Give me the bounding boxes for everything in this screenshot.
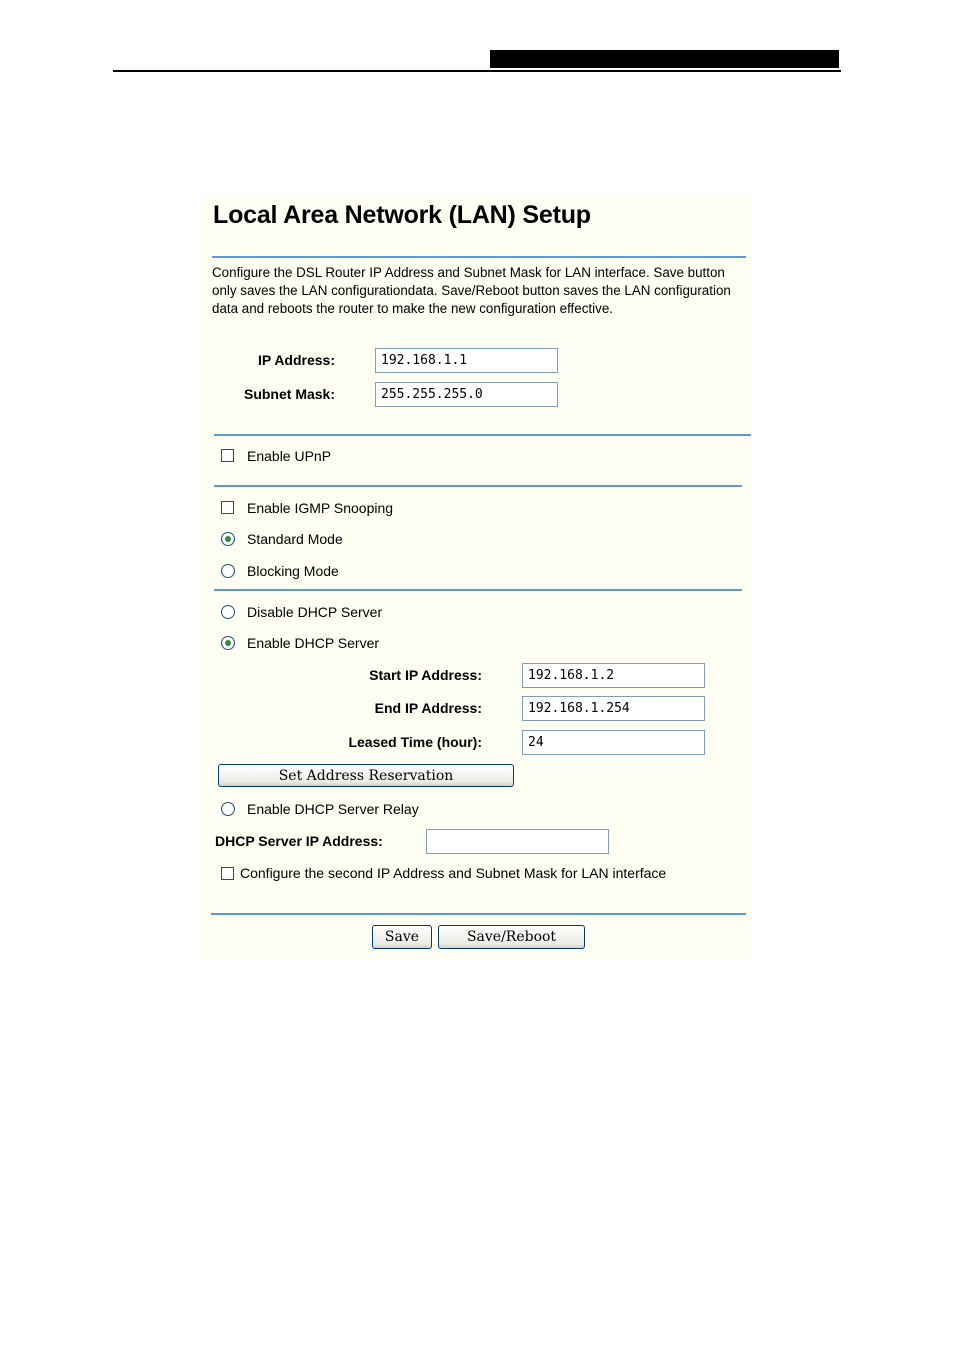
enable-upnp-label: Enable UPnP	[247, 448, 332, 464]
section-separator	[214, 434, 751, 436]
enable-dhcp-relay-radio[interactable]	[221, 802, 235, 816]
standard-mode-radio[interactable]	[221, 532, 235, 546]
footer-separator	[211, 913, 746, 915]
second-ip-label: Configure the second IP Address and Subnet Mask for LAN interface	[240, 865, 667, 881]
section-separator	[214, 485, 742, 487]
title-separator	[212, 256, 746, 258]
page-title: Local Area Network (LAN) Setup	[213, 201, 591, 229]
second-ip-checkbox[interactable]	[221, 867, 234, 880]
dhcp-server-ip-input[interactable]	[426, 829, 609, 854]
blocking-mode-radio[interactable]	[221, 564, 235, 578]
dhcp-server-ip-label: DHCP Server IP Address:	[215, 833, 383, 849]
save-reboot-button[interactable]: Save/Reboot	[438, 925, 585, 949]
subnet-mask-label: Subnet Mask:	[243, 386, 335, 402]
page-description: Configure the DSL Router IP Address and Subnet Mask for LAN interface. Save button only saves the LAN configurationdata. Save/Reboot button saves the LAN configuration data and reboots the router to make the new configuration effective.	[212, 265, 731, 316]
enable-dhcp-relay-label: Enable DHCP Server Relay	[247, 801, 419, 817]
section-separator	[214, 589, 742, 591]
start-ip-label: Start IP Address:	[369, 667, 482, 683]
leased-time-input[interactable]	[522, 730, 705, 755]
save-button[interactable]: Save	[372, 925, 432, 949]
subnet-mask-input[interactable]	[375, 382, 558, 407]
disable-dhcp-server-radio[interactable]	[221, 605, 235, 619]
end-ip-input[interactable]	[522, 696, 705, 721]
disable-dhcp-server-label: Disable DHCP Server	[247, 604, 383, 620]
enable-igmp-snooping-checkbox[interactable]	[221, 501, 234, 514]
document-header-bar	[490, 50, 839, 68]
set-address-reservation-button[interactable]: Set Address Reservation	[218, 764, 514, 787]
ip-address-label: IP Address:	[257, 352, 335, 368]
end-ip-label: End IP Address:	[374, 700, 482, 716]
lan-setup-panel	[204, 195, 751, 959]
enable-dhcp-server-radio[interactable]	[221, 636, 235, 650]
enable-igmp-snooping-label: Enable IGMP Snooping	[247, 500, 394, 516]
start-ip-input[interactable]	[522, 663, 705, 688]
blocking-mode-label: Blocking Mode	[247, 563, 339, 579]
enable-dhcp-server-label: Enable DHCP Server	[247, 635, 380, 651]
ip-address-input[interactable]	[375, 348, 558, 373]
standard-mode-label: Standard Mode	[247, 531, 343, 547]
enable-upnp-checkbox[interactable]	[221, 449, 234, 462]
leased-time-label: Leased Time (hour):	[348, 734, 482, 750]
document-header-rule	[113, 70, 841, 72]
